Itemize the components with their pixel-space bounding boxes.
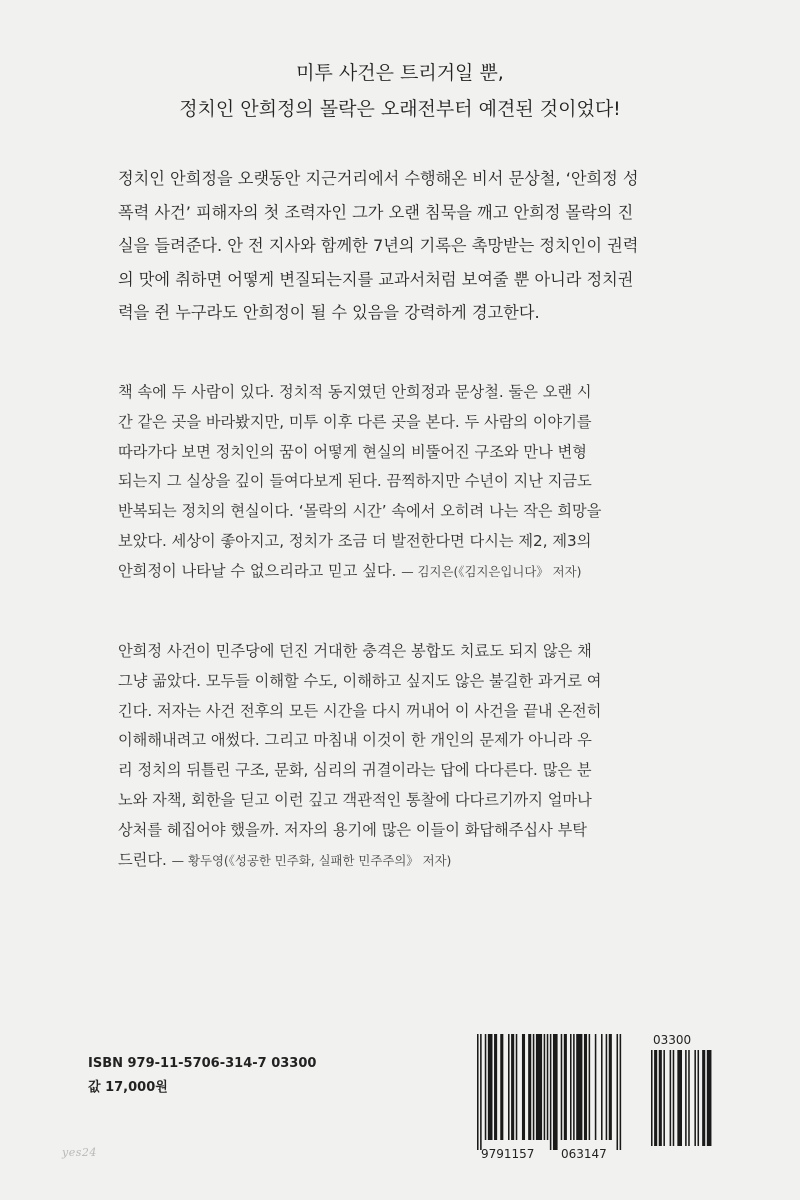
blurb-line: 반복되는 정치의 현실이다. ‘몰락의 시간’ 속에서 오히려 나는 작은 희망을 [118,502,602,521]
barcode-addon-digits: 03300 [653,1033,692,1047]
barcode-bar [606,1034,608,1140]
barcode-bar [494,1034,497,1140]
barcode-bar [561,1034,563,1140]
barcode-bar [673,1050,675,1146]
barcode-bar [547,1034,549,1140]
blurb-line: 책 속에 두 사람이 있다. 정치적 동지였던 안희정과 문상철. 둘은 오랜 시 [118,383,592,401]
blurb-line [118,557,698,587]
endorsement-attribution: — 김지은(《김지은입니다》 저자) [401,563,582,579]
intro-line: 정치인 안희정을 오랫동안 지근거리에서 수행해온 비서 문상철, ‘안희정 성 [118,169,639,188]
barcode-bar [511,1034,514,1140]
barcode-bar [508,1034,510,1140]
intro-line: 의 맛에 취하면 어떻게 변질되는지를 교과서처럼 보여줄 뿐 아니라 정치권 [118,269,634,289]
isbn-price-block [88,1052,316,1100]
barcode-bar [573,1034,575,1140]
barcode-bar [477,1034,479,1150]
barcode-bar [576,1034,582,1140]
barcode-bar [485,1034,487,1140]
price: 값 17,000원 [88,1080,168,1095]
barcode-bar [533,1034,535,1140]
headline-line-1: 미투 사건은 트리거일 뿐, [296,62,504,84]
barcode-left-digits: 9791157 [481,1147,535,1160]
watermark-logo: yes24 [62,1146,97,1159]
blurb-line: 노와 자책, 회한을 딛고 이런 깊고 객관적인 통찰에 다다르기까지 얼마나 [118,790,592,809]
barcode-main-bars [477,1034,621,1150]
barcode-bar [654,1050,657,1146]
blurb-last-line: 드린다. [118,850,167,869]
intro-line: 력을 쥔 누구라도 안희정이 될 수 있음을 강력하게 경고한다. [118,303,540,322]
barcode-bar [589,1034,591,1140]
barcode-bar [694,1050,696,1146]
barcode-bar [564,1034,567,1140]
barcode-addon-bars [651,1050,711,1146]
isbn-barcode [475,1030,737,1160]
barcode-bar [528,1034,531,1140]
barcode-bar [550,1034,552,1150]
isbn-number: ISBN 979-11-5706-314-7 03300 [88,1056,317,1071]
barcode-bar [570,1034,572,1140]
intro-paragraph [118,162,718,330]
barcode-bar [659,1050,662,1146]
blurb-line: 보았다. 세상이 좋아지고, 정치가 조금 더 발전한다면 다시는 제2, 제3의 [118,531,592,550]
barcode-bar [651,1050,653,1146]
blurb-line: 따라가다 보면 정치인의 꿈이 어떻게 현실의 비뚤어진 구조와 만나 변형 [118,442,587,461]
barcode-bar [601,1034,603,1140]
barcode-bar [544,1034,546,1140]
blurb-line: 긴다. 저자는 사건 전후의 모든 시간을 다시 꺼내어 이 사건을 끝내 온전히 [118,701,602,720]
endorsement-attribution: — 황두영(《성공한 민주화, 실패한 민주주의》 저자) [171,852,452,868]
barcode-bar [488,1034,493,1140]
barcode-bar [609,1034,612,1140]
blurb-line: 그냥 곪았다. 모두들 이해할 수도, 이해하고 싶지도 않은 불길한 과거로 여 [118,671,602,690]
barcode-bar [480,1034,482,1150]
barcode-bar [620,1034,622,1150]
blurb-line: 되는지 그 실상을 깊이 들여다보게 된다. 끔찍하지만 수년이 지난 지금도 [118,472,592,491]
endorsement-hwang [118,637,698,875]
barcode-bar [663,1050,665,1146]
barcode-bar [500,1034,503,1140]
barcode-right-digits: 063147 [561,1147,607,1160]
blurb-line: 리 정치의 뒤틀린 구조, 문화, 심리의 귀결이라는 답에 다다른다. 많은 분 [118,761,592,780]
barcode-bar [688,1050,690,1146]
intro-line: 실을 들려준다. 안 전 지사와 함께한 7년의 기록은 촉망받는 정치인이 권력 [118,236,639,255]
barcode-bar [670,1050,672,1146]
blurb-line: 안희정 사건이 민주당에 던진 거대한 충격은 봉합도 치료도 되지 않은 채 [118,642,592,660]
endorsement-kim [118,378,698,587]
barcode-bar [677,1050,682,1146]
barcode-bar [516,1034,518,1140]
barcode-bar [553,1034,558,1150]
barcode-bar [698,1050,700,1146]
headline-line-2: 정치인 안희정의 몰락은 오래전부터 예견된 것이었다! [179,98,621,120]
headline [0,55,800,127]
barcode-bar [707,1050,712,1146]
barcode-bar [617,1034,619,1150]
barcode-bar [584,1034,587,1140]
intro-line: 폭력 사건’ 피해자의 첫 조력자인 그가 오랜 침묵을 깨고 안희정 몰락의 진 [118,202,634,222]
barcode-bar [702,1050,705,1146]
blurb-line: 이해해내려고 애썼다. 그리고 마침내 이것이 한 개인의 문제가 아니라 우 [118,731,592,750]
blurb-line: 간 같은 곳을 바라봤지만, 미투 이후 다른 곳을 본다. 두 사람의 이야기를 [118,412,592,431]
blurb-last-line: 안희정이 나타날 수 없으리라고 믿고 싶다. [118,561,397,580]
blurb-line [118,846,698,876]
blurb-line: 상처를 헤집어야 했을까. 저자의 용기에 많은 이들이 화답해주십사 부탁 [118,820,587,839]
barcode-bar [522,1034,525,1140]
barcode-bar [595,1034,597,1140]
barcode-bar [685,1050,687,1146]
barcode-bar [536,1034,542,1140]
